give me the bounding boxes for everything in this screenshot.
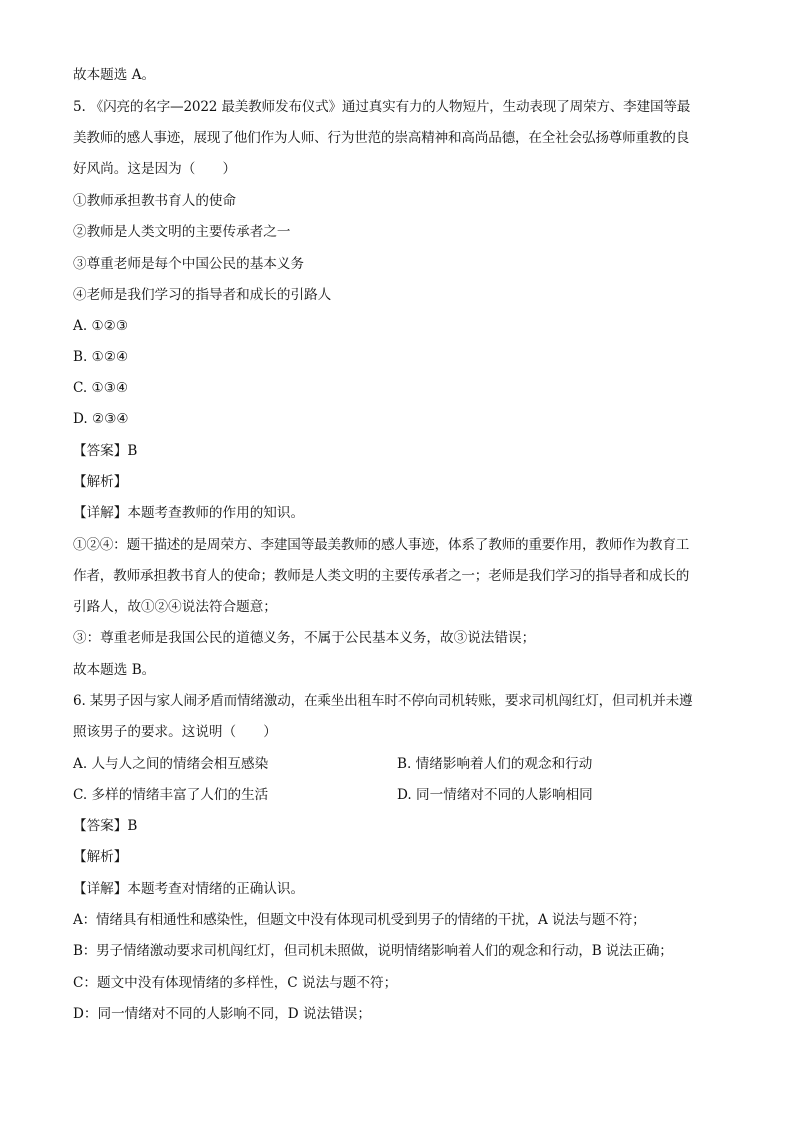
q6-explanation-d: D：同一情绪对不同的人影响不同，D 说法错误； xyxy=(73,1006,371,1022)
q6-answer: 【答案】B xyxy=(73,818,138,834)
q6-stem-line-2: 照该男子的要求。这说明（ ） xyxy=(73,724,277,740)
q5-statement-3: ③尊重老师是每个中国公民的基本义务 xyxy=(73,256,305,272)
q5-analysis-label: 【解析】 xyxy=(73,474,128,490)
q5-explanation-line-3: 引路人，故①②④说法符合题意； xyxy=(73,599,277,615)
q5-explanation-line-2: 作者，教师承担教书育人的使命；教师是人类文明的主要传承者之一；老师是我们学习的指导者和成长的 xyxy=(73,568,690,584)
q5-stem-line-1: 5. 《闪亮的名字—2022 最美教师发布仪式》通过真实有力的人物短片，生动表现了周荣方、李建国等最 xyxy=(73,99,691,115)
q6-option-c: C. 多样的情绪丰富了人们的生活 xyxy=(73,787,269,803)
q6-explanation-b: B：男子情绪激动要求司机闯红灯，但司机未照做，说明情绪影响着人们的观念和行动，B 说法正确； xyxy=(73,943,673,959)
q5-stem-line-2: 美教师的感人事迹，展现了他们作为人师、行为世范的崇高精神和高尚品德，在全社会弘扬尊师重教的良 xyxy=(73,130,690,146)
q6-option-a: A. 人与人之间的情绪会相互感染 xyxy=(73,756,269,772)
q5-answer: 【答案】B xyxy=(73,443,138,459)
q5-explanation-line-4: ③：尊重老师是我国公民的道德义务，不属于公民基本义务，故③说法错误； xyxy=(73,630,536,646)
q5-conclusion: 故本题选 B。 xyxy=(73,662,156,678)
q6-analysis-label: 【解析】 xyxy=(73,849,128,865)
q5-statement-4: ④老师是我们学习的指导者和成长的引路人 xyxy=(73,287,332,303)
q6-detail: 【详解】本题考查对情绪的正确认识。 xyxy=(73,881,305,897)
q5-option-c: C. ①③④ xyxy=(73,380,129,396)
q5-option-d: D. ②③④ xyxy=(73,411,129,427)
q5-statement-2: ②教师是人类文明的主要传承者之一 xyxy=(73,224,291,240)
q5-statement-1: ①教师承担教书育人的使命 xyxy=(73,193,237,209)
q5-option-a: A. ①②③ xyxy=(73,318,129,334)
q5-option-b: B. ①②④ xyxy=(73,349,129,365)
q6-explanation-c: C：题文中没有体现情绪的多样性，C 说法与题不符； xyxy=(73,975,398,991)
q6-stem-line-1: 6. 某男子因与家人闹矛盾而情绪激动，在乘坐出租车时不停向司机转账，要求司机闯红灯，但司机并未遵 xyxy=(73,693,693,709)
q6-explanation-a: A：情绪具有相通性和感染性，但题文中没有体现司机受到男子的情绪的干扰，A 说法与题不符； xyxy=(73,912,646,928)
previous-conclusion: 故本题选 A。 xyxy=(73,67,156,83)
q6-option-d: D. 同一情绪对不同的人影响相同 xyxy=(397,787,593,803)
q6-option-b: B. 情绪影响着人们的观念和行动 xyxy=(397,756,593,772)
q5-detail: 【详解】本题考查教师的作用的知识。 xyxy=(73,505,305,521)
q5-stem-line-3: 好风尚。这是因为（ ） xyxy=(73,161,237,177)
q5-explanation-line-1: ①②④：题干描述的是周荣方、李建国等最美教师的感人事迹，体系了教师的重要作用，教师作为教育工 xyxy=(73,537,690,553)
